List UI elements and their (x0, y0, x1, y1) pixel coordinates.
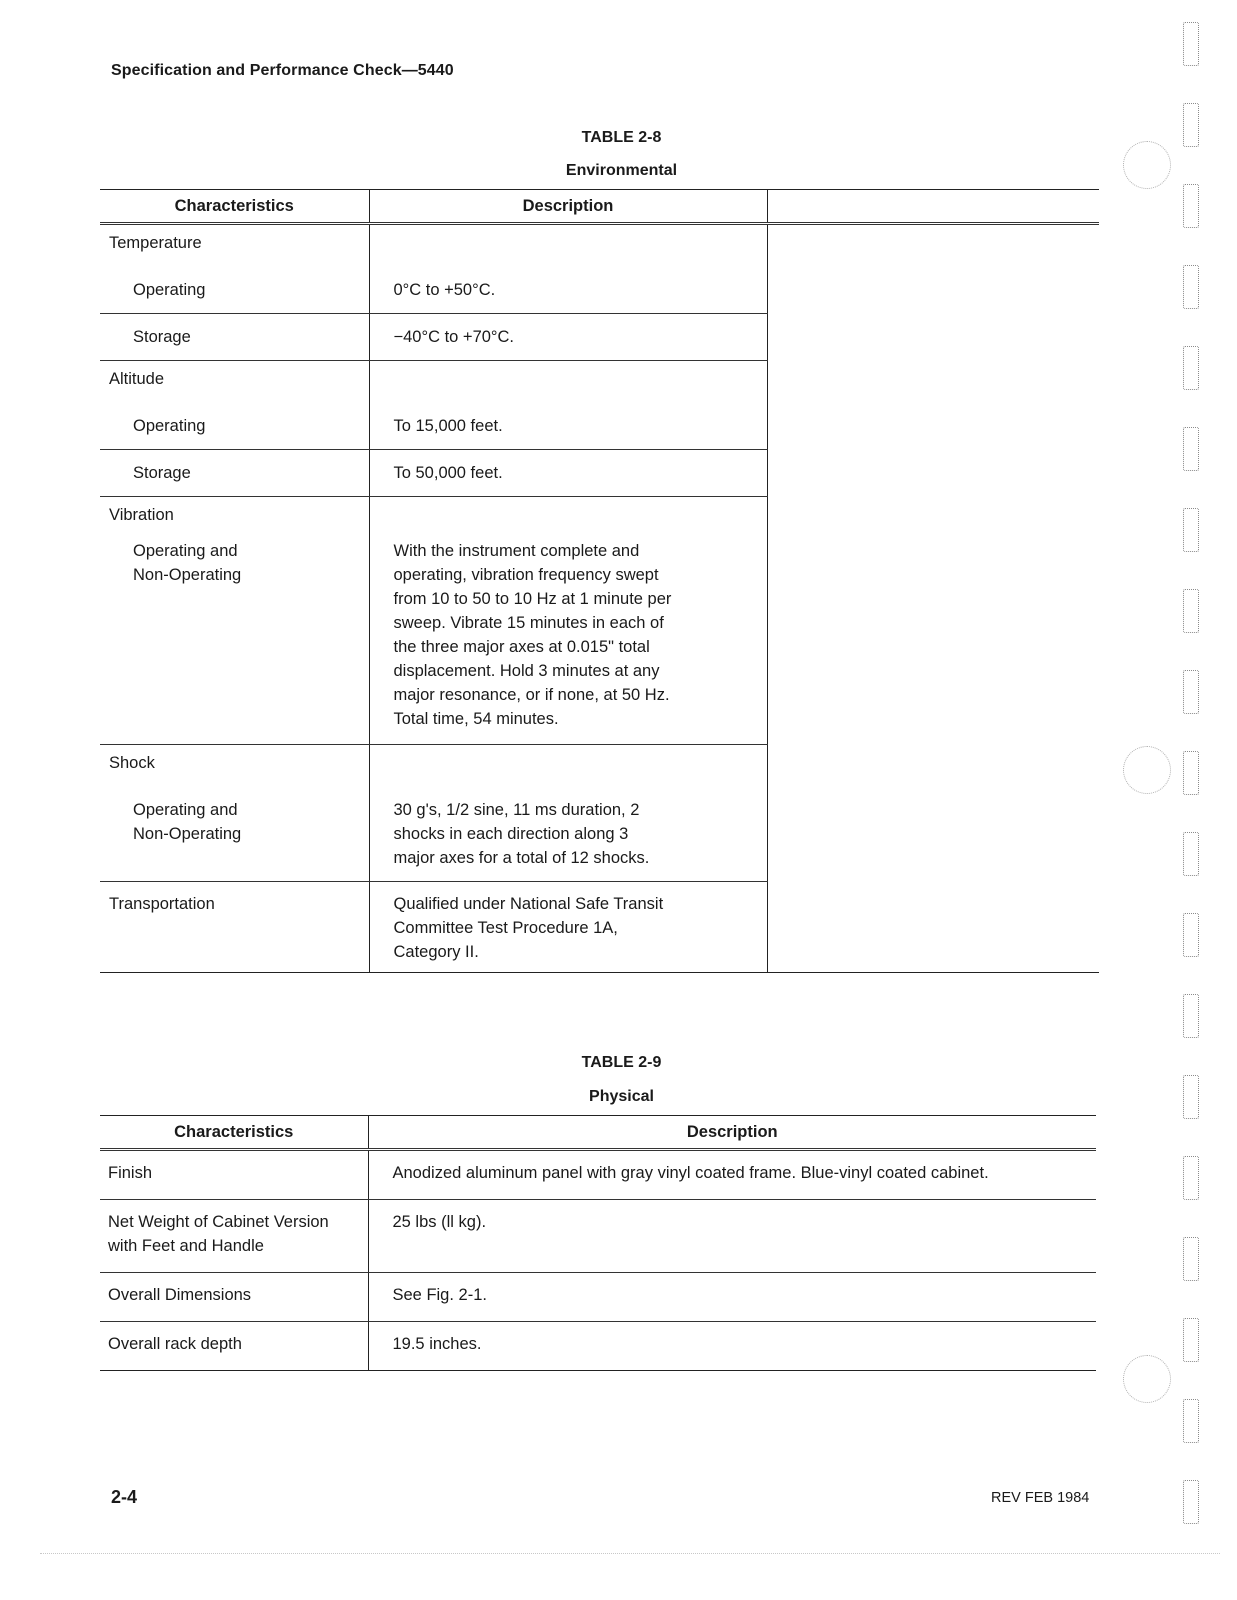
table-row (100, 450, 1099, 497)
binder-hole-icon (1183, 265, 1199, 309)
characteristic-cell: Storage (100, 314, 369, 361)
revision-date: REV FEB 1984 (991, 1490, 1090, 1506)
binder-hole-icon (1183, 1318, 1199, 1362)
table-caption: Environmental (565, 162, 678, 179)
binder-hole-icon (1183, 508, 1199, 552)
table-caption: Physical (589, 1088, 654, 1105)
blank-cell (767, 882, 1099, 973)
page-header: Specification and Performance Check—5440 (111, 62, 454, 79)
description-cell: To 15,000 feet. (369, 403, 767, 450)
description-cell: 25 lbs (ll kg). (368, 1200, 1096, 1273)
binder-hole-icon (1183, 832, 1199, 876)
binder-hole-icon (1183, 427, 1199, 471)
characteristic-cell: Storage (100, 450, 369, 497)
text-line: Total time, 54 minutes. (393, 710, 559, 728)
table-header-row (100, 1116, 1096, 1150)
text-line: shocks in each direction along 3 (393, 825, 629, 843)
table-header-row (100, 190, 1099, 224)
text-line: Overall rack depth (108, 1335, 242, 1353)
group-header-row (100, 745, 1099, 788)
text-line: major axes for a total of 12 shocks. (393, 849, 650, 867)
text-line: Non-Operating (133, 566, 242, 584)
binder-hole-icon (1183, 1399, 1199, 1443)
table-number: TABLE 2-9 (581, 1054, 662, 1071)
blank-cell (767, 314, 1099, 361)
binder-hole-icon (1183, 913, 1199, 957)
characteristic-cell (100, 787, 369, 882)
column-header-description: Description (368, 1116, 1096, 1150)
table-row (100, 1322, 1096, 1371)
binder-hole-icon (1183, 1480, 1199, 1524)
text-line: Overall Dimensions (108, 1286, 252, 1304)
table-number: TABLE 2-8 (581, 129, 662, 146)
description-cell (369, 882, 767, 973)
characteristic-cell (100, 1322, 368, 1371)
text-line: Finish (108, 1164, 153, 1182)
punch-hole-icon (1123, 746, 1171, 794)
text-line: from 10 to 50 to 10 Hz at 1 minute per (393, 590, 672, 608)
page-number: 2-4 (111, 1487, 138, 1507)
group-label: Vibration (100, 497, 369, 540)
description-cell (369, 539, 767, 745)
text-line: operating, vibration frequency swept (393, 566, 659, 584)
table-row (100, 787, 1099, 882)
group-label: Shock (100, 745, 369, 788)
binder-hole-icon (1183, 22, 1199, 66)
binder-hole-icon (1183, 103, 1199, 147)
characteristic-cell: Operating (100, 267, 369, 314)
binder-edge (1178, 0, 1208, 1600)
text-line: Qualified under National Safe Transit (393, 895, 664, 913)
characteristic-cell (100, 1273, 368, 1322)
text-line: major resonance, or if none, at 50 Hz. (393, 686, 670, 704)
blank-cell (767, 224, 1099, 268)
binder-hole-icon (1183, 751, 1199, 795)
text-line: with Feet and Handle (108, 1237, 264, 1255)
column-header-characteristics: Characteristics (100, 1116, 368, 1150)
binder-hole-icon (1183, 184, 1199, 228)
binder-hole-icon (1183, 1237, 1199, 1281)
text-line: Non-Operating (133, 825, 242, 843)
column-header-description: Description (369, 190, 767, 224)
characteristic-cell (100, 1200, 368, 1273)
punch-hole-icon (1123, 1355, 1171, 1403)
description-cell (369, 497, 767, 540)
binder-hole-icon (1183, 1156, 1199, 1200)
table-row (100, 267, 1099, 314)
binder-hole-icon (1183, 670, 1199, 714)
description-cell: 0°C to +50°C. (369, 267, 767, 314)
binder-hole-icon (1183, 994, 1199, 1038)
blank-cell (767, 539, 1099, 745)
table-row (100, 539, 1099, 745)
binder-hole-icon (1183, 346, 1199, 390)
table-row (100, 1200, 1096, 1273)
description-cell: Anodized aluminum panel with gray vinyl coated frame. Blue-vinyl coated cabinet. (368, 1150, 1096, 1200)
characteristic-cell: Transportation (100, 882, 369, 973)
text-line: With the instrument complete and (393, 542, 640, 560)
column-header-blank (767, 190, 1099, 224)
text-line: Operating and (133, 801, 238, 819)
blank-cell (767, 403, 1099, 450)
description-cell (369, 224, 767, 268)
description-cell: To 50,000 feet. (369, 450, 767, 497)
blank-cell (767, 787, 1099, 882)
text-line: displacement. Hold 3 minutes at any (393, 662, 660, 680)
text-line: Net Weight of Cabinet Version (108, 1213, 329, 1231)
description-cell (369, 745, 767, 788)
description-cell (369, 787, 767, 882)
table-row (100, 314, 1099, 361)
blank-cell (767, 267, 1099, 314)
table-row (100, 1273, 1096, 1322)
table-row (100, 882, 1099, 973)
blank-cell (767, 361, 1099, 404)
description-cell (369, 361, 767, 404)
binder-hole-icon (1183, 589, 1199, 633)
table-row (100, 1150, 1096, 1200)
group-label: Altitude (100, 361, 369, 404)
description-cell: 19.5 inches. (368, 1322, 1096, 1371)
text-line: Operating and (133, 542, 238, 560)
text-line: sweep. Vibrate 15 minutes in each of (393, 614, 664, 632)
text-line: Category II. (393, 943, 479, 961)
blank-cell (767, 745, 1099, 788)
group-header-row (100, 497, 1099, 540)
text-line: 30 g's, 1/2 sine, 11 ms duration, 2 (393, 801, 640, 819)
text-line: Committee Test Procedure 1A, (393, 919, 618, 937)
characteristic-cell: Operating (100, 403, 369, 450)
environmental-table (100, 189, 1099, 973)
group-header-row (100, 361, 1099, 404)
punch-hole-icon (1123, 141, 1171, 189)
column-header-characteristics: Characteristics (100, 190, 369, 224)
binder-hole-icon (1183, 1075, 1199, 1119)
group-label: Temperature (100, 224, 369, 268)
characteristic-cell (100, 1150, 368, 1200)
text-line: the three major axes at 0.015" total (393, 638, 650, 656)
blank-cell (767, 450, 1099, 497)
description-cell: See Fig. 2-1. (368, 1273, 1096, 1322)
group-header-row (100, 224, 1099, 268)
table-row (100, 403, 1099, 450)
bottom-edge-dots (40, 1553, 1220, 1554)
physical-table (100, 1115, 1096, 1371)
characteristic-cell (100, 539, 369, 745)
blank-cell (767, 497, 1099, 540)
description-cell: −40°C to +70°C. (369, 314, 767, 361)
